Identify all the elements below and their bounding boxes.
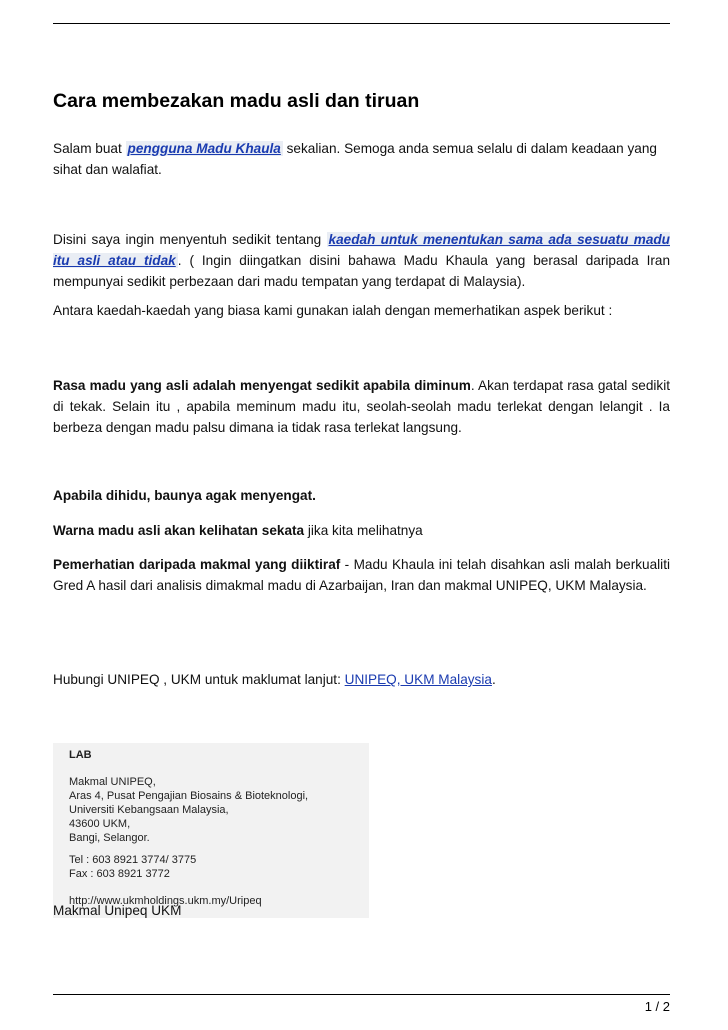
lab-address-line: Aras 4, Pusat Pengajian Biosains & Bioteknologi, <box>69 790 309 802</box>
contact-text: Hubungi UNIPEQ , UKM untuk maklumat lanjut: <box>53 672 345 687</box>
method-text: Disini saya ingin menyentuh sedikit tentang <box>53 232 327 247</box>
intro-paragraph <box>53 138 670 180</box>
contact-text-end: . <box>491 672 496 687</box>
color-text: jika kita melihatnya <box>304 523 423 538</box>
lab-tel: Tel : 603 8921 3774/ 3775 <box>69 854 197 866</box>
color-paragraph <box>53 520 670 541</box>
taste-paragraph <box>53 375 670 438</box>
contact-paragraph <box>53 669 670 690</box>
page-title: Cara membezakan madu asli dan tiruan <box>53 90 420 112</box>
method-link[interactable]: kaedah untuk menentukan sama ada sesuatu madu itu asli atau tidak <box>53 232 670 268</box>
aspects-paragraph: Antara kaedah-kaedah yang biasa kami gunakan ialah dengan memerhatikan aspek berikut : <box>53 303 613 318</box>
lab-address-line: Universiti Kebangsaan Malaysia, <box>69 804 229 816</box>
smell-paragraph <box>53 485 670 506</box>
lab-text: - Madu Khaula ini telah disahkan asli malah berkualiti Gred A hasil dari analisis dimakmal madu di Azarbaijan, Iran dan makmal UNIPEQ, UKM Malaysia. <box>53 557 670 593</box>
page-number: 1 / 2 <box>644 999 670 1014</box>
madu-khaula-link[interactable]: pengguna Madu Khaula <box>127 141 281 156</box>
method-text-end: . ( Ingin diingatkan disini bahawa Madu Khaula yang berasal daripada Iran mempunyai sedikit perbezaan dari madu tempatan yang terdapat di Malaysia). <box>53 253 671 289</box>
lab-url: http://www.ukmholdings.ukm.my/Uripeq <box>69 895 262 907</box>
lab-title: LAB <box>69 749 92 761</box>
image-caption: Makmal Unipeq UKM <box>53 903 182 918</box>
header-rule <box>53 23 670 24</box>
lab-address-line: Makmal UNIPEQ, <box>69 776 156 788</box>
lab-paragraph <box>53 554 670 596</box>
lab-address-line: 43600 UKM, <box>69 818 131 830</box>
intro-text-end: sekalian. Semoga anda semua selalu di dalam keadaan yang sihat dan walafiat. <box>53 141 657 177</box>
footer-rule <box>53 994 670 995</box>
taste-heading: Rasa madu yang asli adalah menyengat sedikit apabila diminum <box>53 378 471 393</box>
smell-heading: Apabila dihidu, baunya agak menyengat. <box>53 488 316 503</box>
lab-info-image <box>53 743 369 918</box>
taste-text: . Akan terdapat rasa gatal sedikit di tekak. Selain itu , apabila meminum madu itu, seolah-seolah madu terlekat dengan lelangit . Ia berbeza dengan madu palsu dimana ia tidak rasa terlekat langsung. <box>53 378 671 435</box>
intro-text: Salam buat <box>53 141 126 156</box>
unipeq-link[interactable]: UNIPEQ, UKM Malaysia <box>344 672 492 687</box>
lab-address-line: Bangi, Selangor. <box>69 832 150 844</box>
color-heading: Warna madu asli akan kelihatan sekata <box>53 523 305 538</box>
lab-heading: Pemerhatian daripada makmal yang diiktiraf <box>53 557 341 572</box>
method-paragraph <box>53 229 670 292</box>
lab-fax: Fax : 603 8921 3772 <box>69 868 170 880</box>
